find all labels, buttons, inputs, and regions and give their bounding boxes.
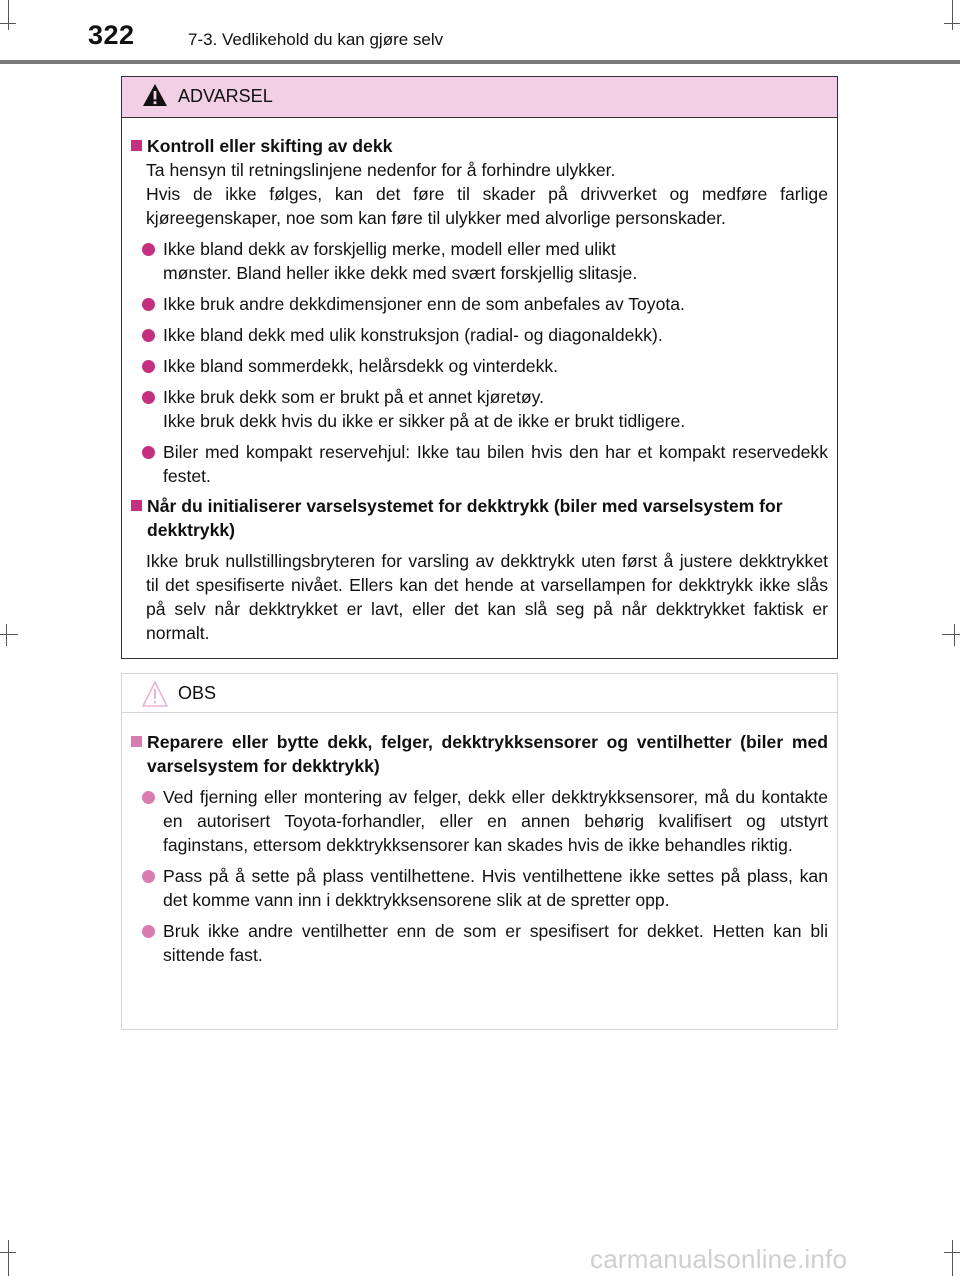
bullet-dot-icon — [142, 925, 155, 938]
crop-mark — [0, 634, 18, 635]
notice-header — [122, 674, 837, 713]
list-item: Ikke bland dekk med ulik konstruksjon (radial- og diagonaldekk). — [131, 323, 828, 347]
list-item: Ikke bland sommerdekk, helårsdekk og vinterdekk. — [131, 354, 828, 378]
watermark: carmanualsonline.info — [590, 1244, 848, 1274]
bullet-dot-icon — [142, 329, 155, 342]
body-paragraph: Ikke bruk nullstillingsbryteren for varsling av dekktrykk uten først å justere dekktrykket til det spesifiserte nivået. Ellers kan det hende at varsellampen for dekktrykk ikke slås på selv når dekktrykket er lavt, eller det kan slå seg på når dekktrykket faktisk er normalt. — [146, 551, 828, 643]
bullet-dot-icon — [142, 298, 155, 311]
crop-mark — [952, 1240, 953, 1276]
bullet-dot-icon — [142, 391, 155, 404]
list-item: Ikke bruk andre dekkdimensjoner enn de som anbefales av Toyota. — [131, 292, 828, 316]
bullet-dot-icon — [142, 446, 155, 459]
warning-label: ADVARSEL — [178, 86, 273, 106]
crop-mark — [8, 0, 9, 30]
square-bullet-icon — [131, 500, 142, 511]
warning-content — [122, 118, 837, 645]
notice-label: OBS — [178, 683, 217, 703]
notice-triangle-icon — [142, 680, 168, 713]
section-heading: Reparere eller bytte dekk, felger, dekktrykksensorer og ventilhetter (biler med varselsystem for dekktrykk) — [131, 730, 828, 778]
list-item: Biler med kompakt reservehjul: Ikke tau bilen hvis den har et kompakt reservedekk festet. — [131, 440, 828, 488]
chapter-title: 7-3. Vedlikehold du kan gjøre selv — [188, 30, 444, 49]
crop-mark — [952, 0, 953, 30]
crop-mark — [8, 1240, 9, 1276]
notice-box — [121, 673, 838, 1030]
bullet-dot-icon — [142, 243, 155, 256]
intro-paragraph: Hvis de ikke følges, kan det føre til skader på drivverket og medføre farlige kjøreegenskaper, noe som kan føre til ulykker med alvorlige personskader. — [146, 184, 828, 228]
list-item: Pass på å sette på plass ventilhettene. Hvis ventilhettene ikke settes på plass, kan det komme vann inn i dekktrykksensorene slik at de spretter opp. — [131, 864, 828, 912]
bullet-dot-icon — [142, 791, 155, 804]
section-heading: Når du initialiserer varselsystemet for dekktrykk (biler med varselsystem for dekktrykk) — [131, 494, 828, 542]
square-bullet-icon — [131, 140, 142, 151]
page-number: 322 — [88, 20, 135, 50]
crop-mark — [954, 624, 955, 646]
warning-box — [121, 76, 838, 659]
header-rule — [0, 60, 960, 64]
intro-line: Ta hensyn til retningslinjene nedenfor for å forhindre ulykker. — [146, 160, 616, 180]
list-item: Ikke bruk dekk som er brukt på et annet kjøretøy. Ikke bruk dekk hvis du ikke er sikker på at de ikke er brukt tidligere. — [131, 385, 828, 433]
crop-mark — [6, 624, 7, 646]
list-item: Ved fjerning eller montering av felger, dekk eller dekktrykksensorer, må du kontakte en autorisert Toyota-forhandler, eller en annen behørig kvalifisert og utstyrt faginstans, ettersom dekktrykksensorer kan skades hvis de ikke behandles riktig. — [131, 785, 828, 857]
warning-triangle-icon — [142, 83, 168, 112]
list-item: Bruk ikke andre ventilhetter enn de som er spesifisert for dekket. Hetten kan bli sittende fast. — [131, 919, 828, 967]
warning-header — [122, 77, 837, 118]
bullet-dot-icon — [142, 360, 155, 373]
square-bullet-icon — [131, 736, 142, 747]
list-item: Ikke bland dekk av forskjellig merke, modell eller med ulikt mønster. Bland heller ikke dekk med svært forskjellig slitasje. — [131, 237, 828, 285]
bullet-dot-icon — [142, 870, 155, 883]
notice-content — [122, 713, 837, 967]
section-heading: Kontroll eller skifting av dekk — [131, 134, 828, 158]
crop-mark — [942, 634, 960, 635]
